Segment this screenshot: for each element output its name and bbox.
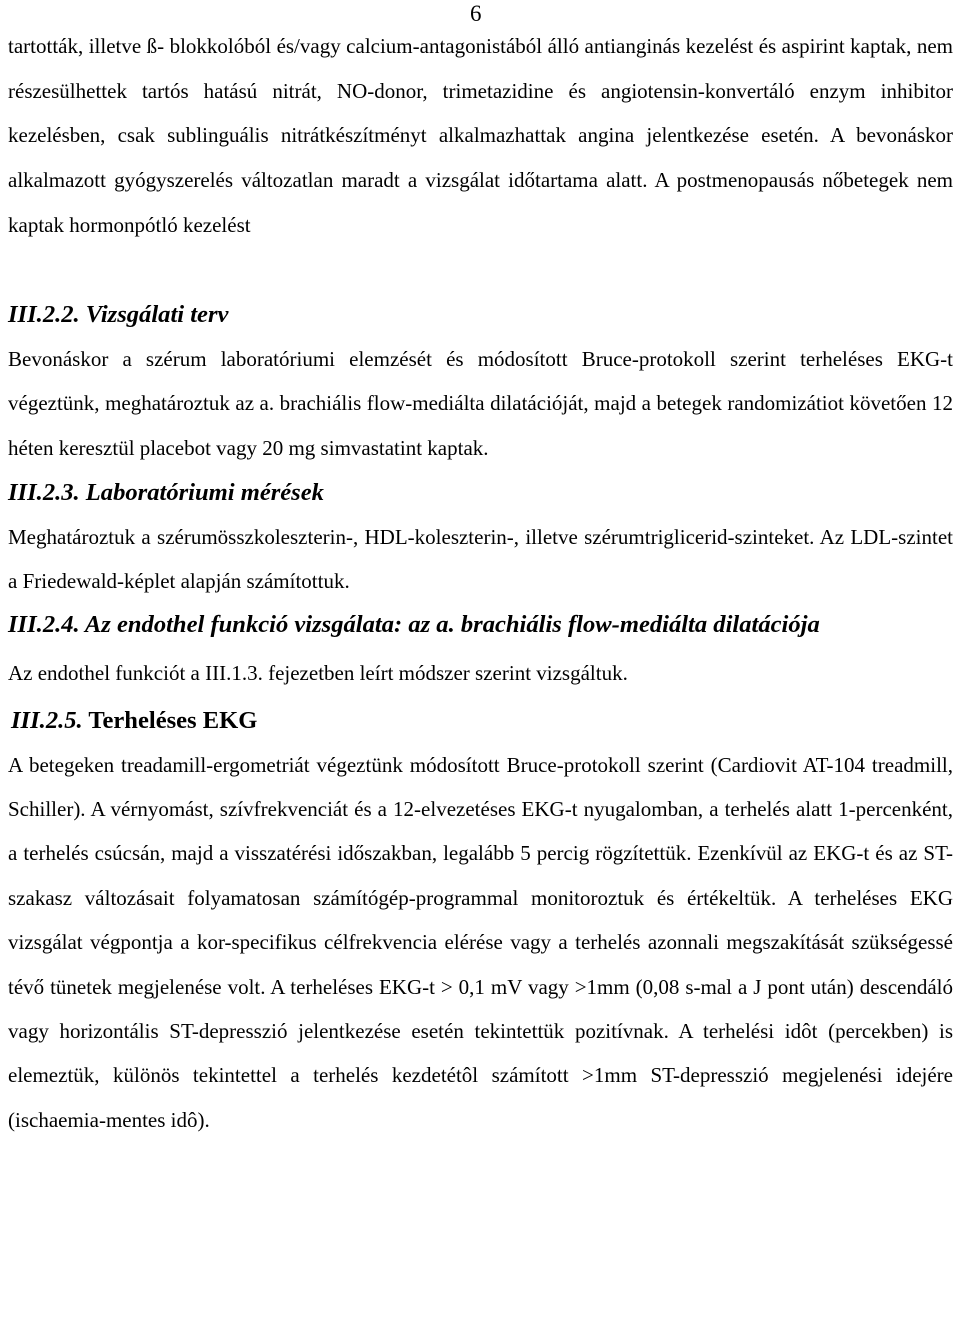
section-heading-laboratoriumi-meresek: III.2.3. Laboratóriumi mérések bbox=[8, 478, 324, 506]
laboratoriumi-meresek-paragraph: Meghatároztuk a szérumösszkoleszterin-, HDL-koleszterin-, illetve szérumtriglicerid-szinteket. Az LDL-szintet a Friedewald-képlet alapján számítottuk. bbox=[8, 524, 953, 593]
endothel-funkcio-paragraph: Az endothel funkciót a III.1.3. fejezetben leírt módszer szerint vizsgáltuk. bbox=[8, 660, 628, 685]
section-number: III.2.5. bbox=[11, 706, 83, 734]
terheleses-ekg-paragraph: A betegeken treadamill-ergometriát végeztünk módosított Bruce-protokoll szerint (Cardiovit AT-104 treadmill, Schiller). A vérnyomást, szívfrekvenciát és a 12-elvezetéses EKG-t nyugalomban, a terhelés alatt 1-percenként, a terhelés csúcsán, majd a visszatérési időszakban, legalább 5 percig rögzítettük. Ezenkívül az EKG-t és az ST-szakasz változásait folyamatosan számítógép-programmal monitoroztuk és értékeltük. A terheléses EKG vizsgálat végpontja a kor-specifikus célfrekvencia elérése vagy a terhelés azonnali megszakítását szükségessé tévő tünetek megjelenése volt. A terheléses EKG-t > 0,1 mV vagy >1mm (0,08 s-mal a J pont után) descendáló vagy horizontális ST-depresszió jelentkezése esetén tekintettük pozitívnak. A terhelési idôt (percekben) is elemeztük, különös tekintettel a terhelés kezdetétôl számított >1mm ST-depresszió megjelenési idejére (ischaemia-mentes idô). bbox=[8, 752, 953, 1132]
document-body bbox=[8, 24, 953, 1142]
vizsgalati-terv-paragraph: Bevonáskor a szérum laboratóriumi elemzését és módosított Bruce-protokoll szerint terheléses EKG-t végeztünk, meghatároztuk az a. brachiális flow-mediálta dilatációját, majd a betegek randomizátiot követően 12 héten keresztül placebot vagy 20 mg simvastatint kaptak. bbox=[8, 346, 953, 460]
section-heading-terheleses-ekg bbox=[8, 699, 953, 743]
section-title: Terheléses EKG bbox=[88, 706, 258, 734]
section-heading-endothel-funkcio: III.2.4. Az endothel funkció vizsgálata: az a. brachiális flow-mediálta dilatációja bbox=[8, 610, 820, 638]
intro-paragraph: tartották, illetve ß- blokkolóból és/vagy calcium-antagonistából álló antianginás kezelést és aspirint kaptak, nem részesülhettek tartós hatású nitrát, NO-donor, trimetazidine és angiotensin-konvertáló enzym inhibitor kezelésben, csak sublinguális nitrátkészítményt alkalmazhattak angina jelentkezése esetén. A bevonáskor alkalmazott gyógyszerelés változatlan maradt a vizsgálat időtartama alatt. A postmenopausás nőbetegek nem kaptak hormonpótló kezelést bbox=[8, 34, 953, 237]
page-number: 6 bbox=[470, 1, 482, 26]
section-heading-vizsgalati-terv: III.2.2. Vizsgálati terv bbox=[8, 300, 229, 328]
